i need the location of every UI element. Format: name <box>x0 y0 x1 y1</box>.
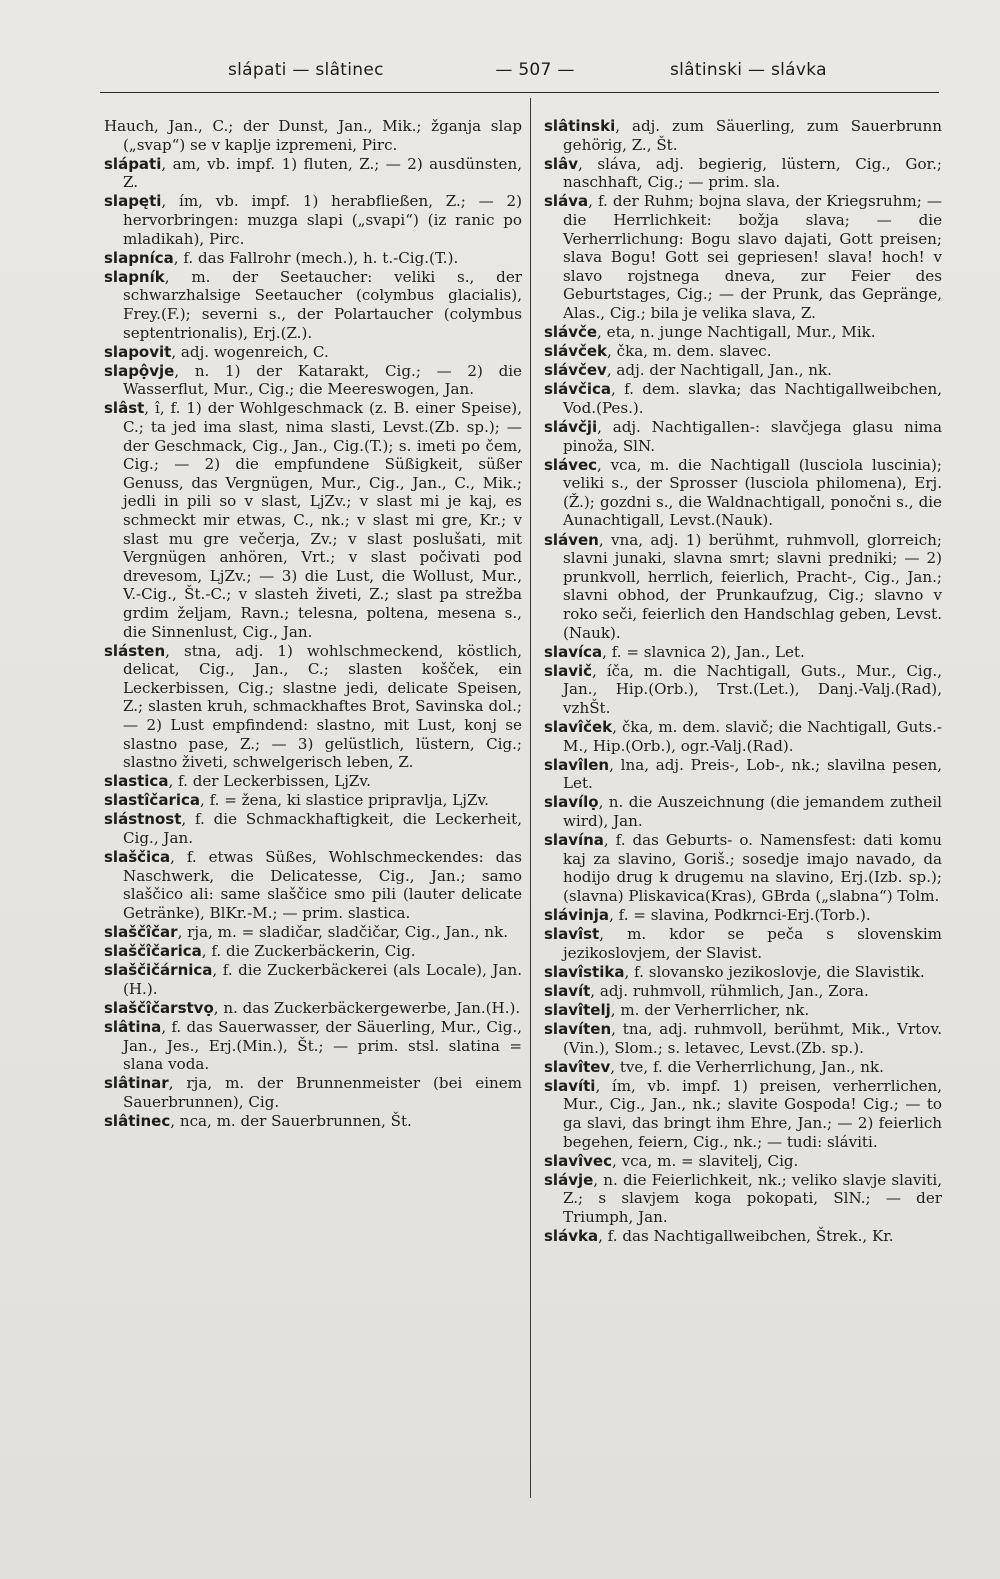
dictionary-entry <box>544 323 942 342</box>
entry-definition: , stna, adj. 1) wohlschmeckend, köstlich, delicat, Cig., Jan., C.; slasten košček, ein Leckerbissen, Cig.; slastne jedi, delicate Speisen, Z.; slasten kruh, schmackhaftes Brot, Savinska dol.; — 2) Lust empfindend: slastno, mit Lust, konj se slastno pase, Z.; — 3) gelüstlich, lüstern, Cig.; slastno živeti, schwelgerisch leben, Z. <box>123 641 522 772</box>
entry-headword: slâtinar <box>104 1074 169 1093</box>
entry-headword: slavít <box>544 981 591 1000</box>
dictionary-entry <box>104 192 522 248</box>
entry-definition: , čka, m. dem. slavič; die Nachtigall, Guts.-M., Hip.(Orb.), ogr.-Valj.(Rad). <box>563 718 942 755</box>
entry-headword: slavîst <box>544 925 600 944</box>
entry-headword: slávče <box>544 323 598 342</box>
entry-headword: slâtina <box>104 1018 162 1036</box>
entry-headword: slâtinski <box>544 117 616 135</box>
entry-headword: slávka <box>544 1227 599 1246</box>
entry-headword: slâv <box>544 154 578 173</box>
entry-definition: , f. die Zuckerbäckerei (als Locale), Jan.(H.). <box>123 961 522 998</box>
dictionary-entry <box>104 362 522 399</box>
entry-definition: , ím, vb. impf. 1) preisen, verherrlichen, Mur., Cig., Jan., nk.; slavite Gospoda! Cig.; — to ga slavi, das bringt ihm Ehre, Jan.; — 2) feierlich begehen, feiern, Cig., nk.; — tudi: sláviti. <box>563 1076 942 1151</box>
dictionary-entry <box>104 155 522 192</box>
dictionary-entry <box>544 756 942 793</box>
entry-headword: slaščîčar <box>104 923 178 942</box>
header-rule <box>100 92 939 93</box>
dictionary-entry <box>544 1001 942 1020</box>
entry-headword: slávje <box>544 1170 594 1189</box>
entry-definition: , adj. wogenreich, C. <box>171 342 329 361</box>
entry-definition: , f. der Ruhm; bojna slava, der Kriegsruhm; — die Herrlichkeit: božja slava; — die Verherrlichung: Bogu slavo dajati, Gott preisen; slava Bogu! Gott sei gepriesen! slava! hoch! v slavo rojstnega dneva, zur Feier des Geburtstages, Cig.; — der Prunk, das Gepränge, Alas., Cig.; bila je velika slava, Z. <box>563 192 942 322</box>
dictionary-entry <box>104 810 522 847</box>
entry-definition: , tve, f. die Verherrlichung, Jan., nk. <box>610 1057 884 1076</box>
entry-definition: , n. die Feierlichkeit, nk.; veliko slavje slaviti, Z.; s slavjem koga pokopati, SlN.; — der Triumph, Jan. <box>563 1170 942 1226</box>
entry-headword: slavîtev <box>544 1057 611 1076</box>
entry-definition: , ím, vb. impf. 1) herabfließen, Z.; — 2) hervorbringen: muzga slapi („svapi“) (iz ranic po mladikah), Pirc. <box>123 192 522 248</box>
entry-definition: , rja, m. der Brunnenmeister (bei einem Sauerbrunnen), Cig. <box>123 1074 522 1111</box>
entry-headword: slávec <box>544 455 598 474</box>
dictionary-entry <box>544 192 942 322</box>
entry-headword: slástnost <box>104 810 182 829</box>
entry-headword: slapộvje <box>104 361 175 380</box>
dictionary-entry <box>544 418 942 455</box>
entry-headword: slavîstika <box>544 962 625 981</box>
dictionary-entry <box>544 906 942 925</box>
entry-headword: slapovit <box>104 342 172 361</box>
entry-headword: slavîvec <box>544 1151 612 1170</box>
dictionary-entry <box>544 531 942 643</box>
entry-definition: , î, f. 1) der Wohlgeschmack (z. B. einer Speise), C.; ta jed ima slast, nima slasti, Levst.(Zb. sp.); — der Geschmack, Cig., Jan., Cig.(T.); s. imeti po čem, Cig.; — 2) die empfundene Süßigkeit, süßer Genuss, das Vergnügen, Mur., Cig., Jan., C., Mik.; jedli in pili so v slast, LjZv.; v slast mi je kaj, es schmeckt mir etwas, C., nk.; v slast mi gre, Kr.; v slast mu gre večerja, Zv.; v slast poslušati, mit Vergnügen anhören, Vrt.; v slast počivati pod drevesom, LjZv.; — 3) die Lust, die Wollust, Mur., V.-Cig., Št.-C.; v slasteh živeti, Z.; slast pa strežba grdim željam, Ravn.; telesna, poltena, mesena s., die Sinnenlust, Cig., Jan. <box>123 399 522 641</box>
dictionary-entry <box>544 1171 942 1227</box>
dictionary-entry <box>544 1020 942 1057</box>
entry-headword: slavič <box>544 661 593 680</box>
dictionary-entry <box>544 155 942 192</box>
entry-headword: slâst <box>104 399 145 418</box>
entry-definition: , f. = žena, ki slastice pripravlja, LjZv. <box>200 791 489 810</box>
dictionary-entry <box>104 999 522 1018</box>
dictionary-entry <box>104 399 522 641</box>
entry-definition: , m. der Verherrlicher, nk. <box>610 1000 810 1019</box>
entry-headword: slaščîčarica <box>104 942 202 961</box>
entry-headword: slavína <box>544 831 604 850</box>
dictionary-entry <box>544 1077 942 1151</box>
entry-headword: sláven <box>544 530 599 549</box>
entry-definition: , n. 1) der Katarakt, Cig.; — 2) die Wasserflut, Mur., Cig.; die Meereswogen, Jan. <box>123 361 522 399</box>
dictionary-entry <box>104 117 522 154</box>
entry-definition: , čka, m. dem. slavec. <box>607 342 772 361</box>
entry-headword: slastica <box>104 772 169 791</box>
entry-headword: slapęti <box>104 192 162 211</box>
entry-headword: slaščîčarstvọ <box>104 998 214 1017</box>
dictionary-entry <box>104 942 522 961</box>
entry-headword: slavílọ <box>544 793 599 812</box>
dictionary-entry <box>544 831 942 905</box>
dictionary-entry <box>104 1018 522 1074</box>
dictionary-entry <box>544 1152 942 1171</box>
entry-headword: slaščica <box>104 848 171 867</box>
entry-definition: , adj. zum Säuerling, zum Sauerbrunn gehörig, Z., Št. <box>563 117 942 154</box>
entry-headword: slâtinec <box>104 1111 171 1130</box>
entry-headword: slavíten <box>544 1020 612 1038</box>
entry-headword: slásten <box>104 641 166 660</box>
header-left-guide-words: slápati — slâtinec <box>228 60 384 80</box>
dictionary-entry <box>544 1227 942 1246</box>
entry-headword: slávčji <box>544 418 598 436</box>
page-number: — 507 — <box>495 60 575 80</box>
entry-headword: slápati <box>104 154 162 173</box>
dictionary-entry <box>544 982 942 1001</box>
dictionary-entry <box>104 1112 522 1131</box>
entry-definition: , f. etwas Süßes, Wohlschmeckendes: das Naschwerk, die Delicatesse, Cig., Jan.; samo slaščico ali: same slaščice smo pili (lauter delicate Getränke), BlKr.-M.; — prim. slastica. <box>123 848 522 922</box>
entry-definition: , f. das Sauerwasser, der Säuerling, Mur., Cig., Jan., Jes., Erj.(Min.), Št.; — prim. stsl. slatina = slana voda. <box>123 1018 522 1074</box>
entry-definition: Hauch, Jan., C.; der Dunst, Jan., Mik.; žganja slap („svap“) se v kaplje izpremeni, Pirc. <box>104 117 522 154</box>
dictionary-entry <box>104 791 522 810</box>
entry-definition: , sláva, adj. begierig, lüstern, Cig., Gor.; naschhaft, Cig.; — prim. sla. <box>563 154 942 192</box>
entry-definition: , f. die Zuckerbäckerin, Cig. <box>201 942 416 961</box>
dictionary-entry <box>544 1058 942 1077</box>
dictionary-entry <box>104 923 522 942</box>
dictionary-entry <box>544 718 942 755</box>
entry-definition: , f. slovansko jezikoslovje, die Slavistik. <box>624 962 925 981</box>
dictionary-entry <box>544 456 942 530</box>
dictionary-entry <box>104 343 522 362</box>
dictionary-entry <box>104 642 522 772</box>
entry-headword: slavîtelj <box>544 1000 611 1019</box>
entry-definition: , lna, adj. Preis-, Lob-, nk.; slavilna pesen, Let. <box>563 755 942 793</box>
entry-definition: , vca, m. = slavitelj, Cig. <box>611 1151 799 1170</box>
entry-definition: , vna, adj. 1) berühmt, ruhmvoll, glorreich; slavni junaki, slavna smrt; slavni predniki; — 2) prunkvoll, herrlich, feierlich, Pracht-, Cig., Jan.; slavni obhod, der Prunkaufzug, Cig.; slavno v roko seči, feierlich den Handschlag geben, Levst.(Nauk). <box>563 530 942 642</box>
entry-headword: slastîčarica <box>104 791 200 810</box>
entry-headword: slávinja <box>544 905 610 924</box>
entry-definition: , nca, m. der Sauerbrunnen, Št. <box>170 1111 412 1130</box>
entry-definition: , tna, adj. ruhmvoll, berühmt, Mik., Vrtov.(Vin.), Slom.; s. letavec, Levst.(Zb. sp.). <box>563 1020 942 1057</box>
entry-definition: , f. = slavina, Podkrnci-Erj.(Torb.). <box>609 905 871 924</box>
entry-headword: slapníca <box>104 248 174 267</box>
entry-definition: , m. der Seetaucher: veliki s., der schwarzhalsige Seetaucher (colymbus glacialis), Frey.(F.); severni s., der Polartaucher (colymbus septentrionalis), Erj.(Z.). <box>123 267 522 342</box>
page-header <box>100 56 940 86</box>
dictionary-entry <box>544 380 942 417</box>
entry-definition: , f. das Fallrohr (mech.), h. t.-Cig.(T.). <box>173 248 459 267</box>
entry-headword: slavíca <box>544 642 603 661</box>
entry-definition: , vca, m. die Nachtigall (lusciola luscinia); veliki s., der Sprosser (lusciola philomena), Erj.(Ž.); gozdni s., die Waldnachtigall, ponočni s., die Aunachtigall, Levst.(Nauk). <box>563 455 942 530</box>
entry-definition: , f. der Leckerbissen, LjZv. <box>168 772 371 791</box>
entry-headword: slavíti <box>544 1076 596 1095</box>
dictionary-entry <box>544 793 942 830</box>
entry-headword: slávčev <box>544 361 607 380</box>
dictionary-entry <box>544 361 942 380</box>
column-divider <box>530 98 531 1498</box>
entry-definition: , íča, m. die Nachtigall, Guts., Mur., Cig., Jan., Hip.(Orb.), Trst.(Let.), Danj.-Valj.(Rad), vzhŠt. <box>563 661 942 717</box>
entry-headword: slavîlen <box>544 755 610 774</box>
dictionary-entry <box>544 963 942 982</box>
entry-headword: slavîček <box>544 718 613 736</box>
dictionary-entry <box>104 848 522 922</box>
left-column <box>104 117 522 1131</box>
entry-headword: slávčica <box>544 380 612 399</box>
header-right-guide-words: slâtinski — slávka <box>670 60 827 80</box>
entry-definition: , rja, m. = sladičar, sladčičar, Cig., Jan., nk. <box>177 923 509 942</box>
dictionary-entry <box>104 961 522 998</box>
entry-definition: , f. = slavnica 2), Jan., Let. <box>602 642 805 661</box>
entry-definition: , f. dem. slavka; das Nachtigallweibchen, Vod.(Pes.). <box>563 380 942 417</box>
dictionary-entry <box>544 925 942 962</box>
dictionary-entry <box>544 342 942 361</box>
entry-definition: , adj. der Nachtigall, Jan., nk. <box>606 361 832 380</box>
entry-definition: , f. das Geburts- o. Namensfest: dati komu kaj za slavino, Goriš.; sosedje imajo navado, da hodijo drug k drugemu na slavino, Erj.(Izb. sp.); (slavna) Pliskavica(Kras), GBrda („slabna“) Tolm. <box>563 831 942 905</box>
entry-definition: , adj. ruhmvoll, rühmlich, Jan., Zora. <box>590 981 869 1000</box>
dictionary-entry <box>104 268 522 342</box>
entry-headword: sláva <box>544 192 589 211</box>
dictionary-entry <box>104 249 522 268</box>
entry-headword: slaščičárnica <box>104 961 213 980</box>
entry-definition: , n. das Zuckerbäckergewerbe, Jan.(H.). <box>213 998 521 1017</box>
right-column <box>544 117 942 1246</box>
dictionary-entry <box>104 1074 522 1111</box>
entry-definition: , adj. Nachtigallen-: slavčjega glasu nima pinoža, SlN. <box>563 418 942 455</box>
dictionary-entry <box>544 662 942 718</box>
entry-definition: , n. die Auszeichnung (die jemandem zutheil wird), Jan. <box>563 793 942 830</box>
entry-definition: , eta, n. junge Nachtigall, Mur., Mik. <box>597 323 876 342</box>
dictionary-entry <box>544 643 942 662</box>
entry-headword: slapník <box>104 267 165 286</box>
entry-definition: , f. das Nachtigallweibchen, Štrek., Kr. <box>598 1227 894 1246</box>
entry-definition: , m. kdor se peča s slovenskim jezikoslovjem, der Slavist. <box>563 925 942 962</box>
dictionary-entry <box>104 772 522 791</box>
entry-headword: slávček <box>544 342 608 361</box>
dictionary-entry <box>544 117 942 154</box>
entry-definition: , f. die Schmackhaftigkeit, die Leckerheit, Cig., Jan. <box>123 810 522 848</box>
entry-definition: , am, vb. impf. 1) fluten, Z.; — 2) ausdünsten, Z. <box>123 154 522 192</box>
